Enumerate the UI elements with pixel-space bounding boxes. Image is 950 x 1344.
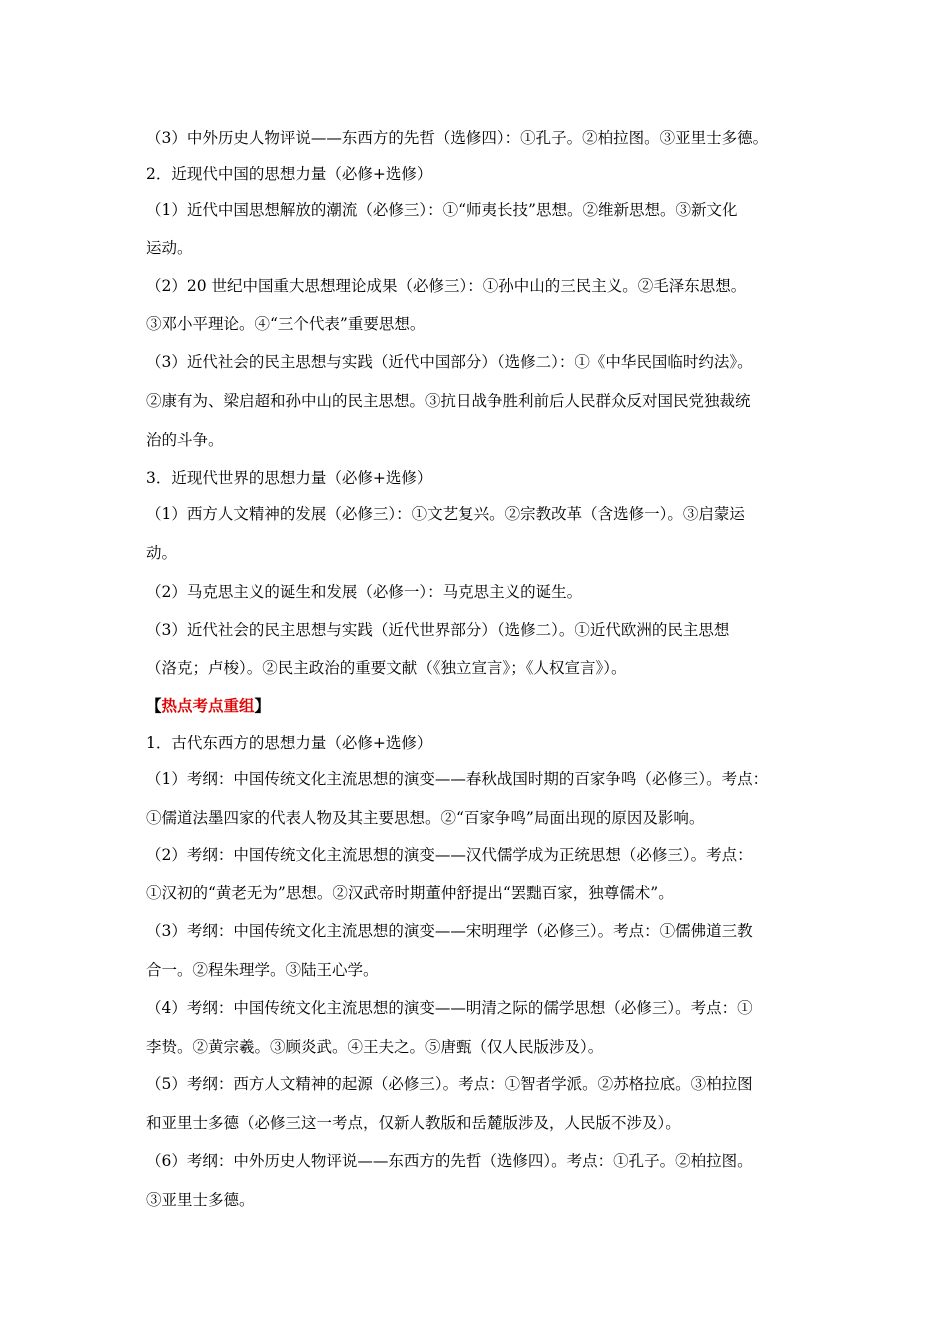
text-line: （4）考纲：中国传统文化主流思想的演变——明清之际的儒学思想（必修三）。考点：① bbox=[146, 999, 753, 1017]
section-heading bbox=[146, 696, 826, 716]
text-line: 和亚里士多德（必修三这一考点，仅新人教版和岳麓版涉及，人民版不涉及）。 bbox=[146, 1114, 681, 1132]
text-line: ③亚里士多德。 bbox=[146, 1191, 255, 1209]
text-line: 1．古代东西方的思想力量（必修+选修） bbox=[146, 734, 433, 752]
text-line: 李贽。②黄宗羲。③顾炎武。④王夫之。⑤唐甄（仅人民版涉及）。 bbox=[146, 1038, 604, 1056]
text-line: ①儒道法墨四家的代表人物及其主要思想。②“百家争鸣”局面出现的原因及影响。 bbox=[146, 809, 705, 827]
text-line: （1）近代中国思想解放的潮流（必修三）：①“师夷长技”思想。②维新思想。③新文化 bbox=[146, 201, 738, 219]
text-line: （6）考纲：中外历史人物评说——东西方的先哲（选修四）。考点：①孔子。②柏拉图。 bbox=[146, 1152, 753, 1170]
text-line: ③邓小平理论。④“三个代表”重要思想。 bbox=[146, 315, 426, 333]
heading-text: 热点考点重组 bbox=[161, 696, 255, 715]
text-line: （5）考纲：西方人文精神的起源（必修三）。考点：①智者学派。②苏格拉底。③柏拉图 bbox=[146, 1075, 753, 1093]
text-line: （2）考纲：中国传统文化主流思想的演变——汉代儒学成为正统思想（必修三）。考点： bbox=[146, 846, 753, 864]
text-line: （3）中外历史人物评说——东西方的先哲（选修四）：①孔子。②柏拉图。③亚里士多德。 bbox=[146, 129, 769, 147]
text-line: （3）近代社会的民主思想与实践（近代世界部分）（选修二）。①近代欧洲的民主思想 bbox=[146, 621, 730, 639]
text-line: 治的斗争。 bbox=[146, 431, 224, 449]
text-line: 运动。 bbox=[146, 239, 193, 257]
heading-open-bracket: 【 bbox=[146, 696, 162, 715]
text-line: 动。 bbox=[146, 544, 178, 562]
text-line: 2．近现代中国的思想力量（必修+选修） bbox=[146, 165, 433, 183]
text-line: （洛克；卢梭）。②民主政治的重要文献（《独立宣言》；《人权宣言》）。 bbox=[146, 659, 627, 677]
text-line: ②康有为、梁启超和孙中山的民主思想。③抗日战争胜利前后人民群众反对国民党独裁统 bbox=[146, 392, 751, 410]
text-line: （1）考纲：中国传统文化主流思想的演变——春秋战国时期的百家争鸣（必修三）。考点： bbox=[146, 770, 769, 788]
text-line: （1）西方人文精神的发展（必修三）：①文艺复兴。②宗教改革（含选修一）。③启蒙运 bbox=[146, 505, 745, 523]
text-line: （2）马克思主义的诞生和发展（必修一）：马克思主义的诞生。 bbox=[146, 583, 583, 601]
text-line: ①汉初的“黄老无为”思想。②汉武帝时期董仲舒提出“罢黜百家，独尊儒术”。 bbox=[146, 884, 674, 902]
heading-close-bracket: 】 bbox=[254, 696, 271, 715]
text-line: 合一。②程朱理学。③陆王心学。 bbox=[146, 961, 379, 979]
text-line: （2）20 世纪中国重大思想理论成果（必修三）：①孙中山的三民主义。②毛泽东思想。 bbox=[146, 277, 747, 295]
text-line: （3）近代社会的民主思想与实践（近代中国部分）（选修二）：①《中华民国临时约法》。 bbox=[146, 353, 753, 371]
text-line: （3）考纲：中国传统文化主流思想的演变——宋明理学（必修三）。考点：①儒佛道三教 bbox=[146, 922, 753, 940]
text-line: 3．近现代世界的思想力量（必修+选修） bbox=[146, 469, 433, 487]
